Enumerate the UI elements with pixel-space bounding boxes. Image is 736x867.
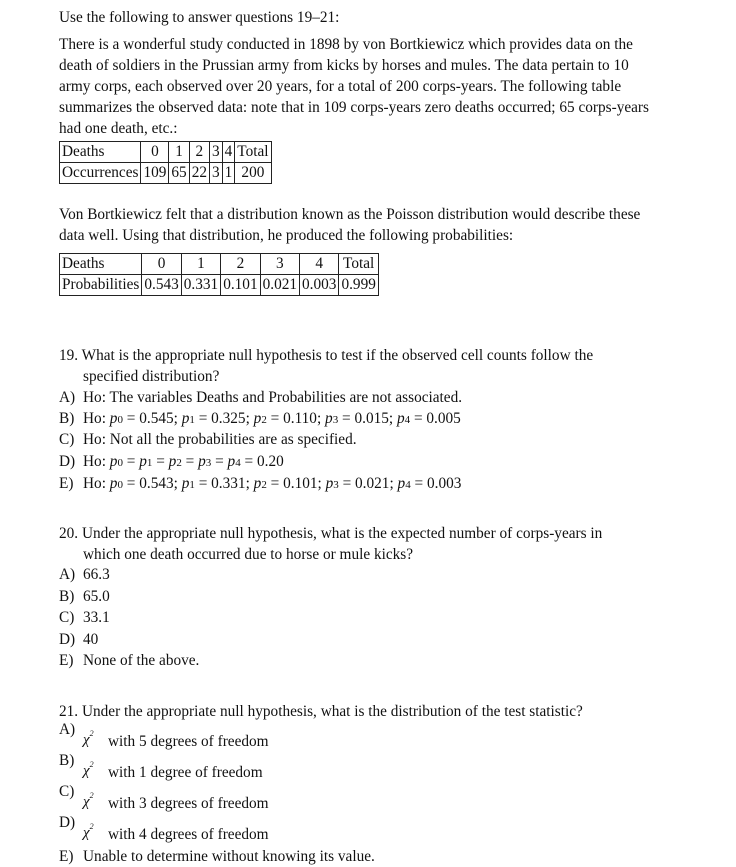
table-cell: Total [235, 142, 271, 163]
p-symbol: p4 [227, 453, 241, 470]
probability-value: 0.325 [211, 410, 246, 427]
p-symbol: p0 [109, 475, 123, 492]
text-line: summarizes the observed data: note that in 109 corps-years zero deaths occurred; 65 corps-years [59, 99, 649, 116]
answer-option[interactable] [59, 651, 199, 671]
question-20: which one death occurred due to horse or mule kicks? [83, 546, 414, 563]
question-21: 21. Under the appropriate null hypothesis, what is the distribution of the test statistic? [59, 703, 583, 720]
table-cell: Deaths [60, 142, 141, 163]
probability-value: 0.005 [426, 410, 461, 427]
table-cell: 0 [141, 142, 169, 163]
text: = [266, 475, 284, 492]
text: ; [245, 475, 254, 492]
superscript: 2 [89, 791, 94, 800]
table-row [60, 163, 272, 184]
answer-option[interactable] [59, 565, 110, 585]
option-prefix: Ho: [83, 453, 110, 470]
option-prefix: Ho: [83, 475, 110, 492]
chi-icon: χ [83, 732, 90, 748]
option-letter: C) [59, 609, 75, 626]
text-line: data well. Using that distribution, he produced the following probabilities: [59, 227, 514, 244]
table-row [60, 142, 272, 163]
p-symbol: p0 [109, 410, 123, 427]
probability-value: 0.003 [426, 475, 462, 492]
text: = [194, 475, 212, 492]
text-line: army corps, each observed over 20 years, for a total of 200 corps-years. The following table [59, 78, 622, 95]
question-20: 20. Under the appropriate null hypothesis, what is the expected number of corps-years in [59, 525, 603, 542]
option-text: 33.1 [83, 609, 110, 626]
option-letter: D) [59, 631, 76, 648]
answer-option[interactable] [59, 608, 110, 628]
table-cell: 3 [260, 254, 299, 275]
p-symbol: p1 [181, 410, 195, 427]
text: ; [245, 410, 254, 427]
table-cell: Probabilities [60, 275, 142, 296]
p-symbol: p2 [253, 410, 267, 427]
text: = [240, 453, 257, 470]
option-letter: A) [59, 566, 76, 583]
probability-value: 0.545 [139, 410, 174, 427]
answer-option[interactable] [59, 452, 284, 473]
table-cell: 4 [222, 142, 235, 163]
table-cell: Deaths [60, 254, 142, 275]
table-cell: 1 [181, 254, 220, 275]
p-symbol: p1 [139, 453, 153, 470]
option-letter[interactable]: B) [59, 752, 75, 769]
table-cell: 200 [235, 163, 271, 184]
table-cell: 2 [221, 254, 260, 275]
text: = [211, 453, 228, 470]
option-text: Ho: The variables Deaths and Probabilities are not associated. [83, 389, 463, 406]
text-line: had one death, etc.: [59, 120, 178, 137]
table-cell: 3 [209, 163, 222, 184]
text: = [266, 410, 284, 427]
table-cell: 0.003 [300, 275, 339, 296]
text: ; [173, 410, 182, 427]
table-cell: 0.543 [142, 275, 181, 296]
probability-value: 0.20 [256, 453, 284, 470]
chi-square-symbol [83, 786, 94, 812]
table-cell: Total [339, 254, 378, 275]
option-letter: E) [59, 848, 74, 865]
table-cell: 1 [169, 142, 189, 163]
option-letter[interactable]: C) [59, 783, 75, 800]
option-letter: E) [59, 475, 74, 492]
table-row [60, 275, 379, 296]
superscript: 2 [89, 760, 94, 769]
option-letter: B) [59, 410, 75, 427]
text: = [152, 453, 169, 470]
table-cell: 4 [300, 254, 339, 275]
table-cell: 0 [142, 254, 181, 275]
question-19: specified distribution? [83, 368, 220, 385]
text-line: There is a wonderful study conducted in 1898 by von Bortkiewicz which provides data on the [59, 36, 633, 53]
answer-option[interactable] [59, 587, 110, 607]
option-text: with 1 degree of freedom [108, 764, 263, 781]
answer-option[interactable] [59, 474, 461, 495]
p-symbol: p0 [109, 453, 123, 470]
chi-icon: χ [83, 825, 90, 841]
option-letter[interactable]: A) [59, 721, 76, 738]
option-text: with 4 degrees of freedom [108, 826, 269, 843]
table-cell: 1 [222, 163, 235, 184]
option-text: 66.3 [83, 566, 110, 583]
answer-option[interactable] [59, 388, 462, 408]
probability-value: 0.015 [354, 410, 389, 427]
p-symbol: p3 [325, 410, 339, 427]
option-text: 65.0 [83, 588, 110, 605]
chi-square-symbol [83, 817, 94, 843]
option-text: Unable to determine without knowing its value. [83, 848, 375, 865]
probability-value: 0.110 [283, 410, 317, 427]
question-19: 19. What is the appropriate null hypothesis to test if the observed cell counts follow the [59, 347, 594, 364]
intro-text: Use the following to answer questions 19–21: [59, 9, 340, 26]
superscript: 2 [89, 822, 94, 831]
table-cell: 2 [189, 142, 209, 163]
probability-value: 0.543 [139, 475, 174, 492]
option-text: 40 [83, 631, 99, 648]
probability-value: 0.101 [283, 475, 318, 492]
superscript: 2 [89, 729, 94, 738]
text: ; [173, 475, 182, 492]
option-text: None of the above. [83, 652, 200, 669]
table-cell: 0.101 [221, 275, 260, 296]
text: ; [389, 475, 398, 492]
chi-icon: χ [83, 794, 90, 810]
text-line: death of soldiers in the Prussian army from kicks by horses and mules. The data pertain to 10 [59, 57, 629, 74]
option-letter: D) [59, 453, 76, 470]
option-letter: E) [59, 652, 74, 669]
text: ; [316, 410, 326, 427]
table-cell: 0.331 [181, 275, 220, 296]
option-letter: A) [59, 389, 76, 406]
answer-option[interactable] [59, 847, 375, 867]
option-letter: B) [59, 588, 75, 605]
p-symbol: p3 [325, 475, 339, 492]
text: = [122, 475, 140, 492]
p-symbol: p4 [397, 475, 411, 492]
p-symbol: p1 [181, 475, 195, 492]
option-letter: C) [59, 431, 75, 448]
option-text: with 3 degrees of freedom [108, 795, 269, 812]
p-symbol: p3 [198, 453, 212, 470]
text: = [338, 475, 356, 492]
answer-option[interactable] [59, 630, 98, 650]
option-text: with 5 degrees of freedom [108, 733, 269, 750]
chi-square-symbol [83, 724, 94, 750]
probability-value: 0.021 [355, 475, 390, 492]
table-row [60, 254, 379, 275]
chi-square-symbol [83, 755, 94, 781]
text: = [181, 453, 199, 470]
table-cell: 22 [189, 163, 209, 184]
table-cell: 0.999 [339, 275, 378, 296]
p-symbol: p2 [168, 453, 182, 470]
text: = [122, 453, 140, 470]
table-cell: 65 [169, 163, 189, 184]
probability-value: 0.331 [211, 475, 246, 492]
text: = [410, 410, 427, 427]
text: = [410, 475, 427, 492]
p-symbol: p4 [396, 410, 411, 427]
table-cell: 109 [141, 163, 169, 184]
option-text: Ho: Not all the probabilities are as specified. [83, 431, 357, 448]
answer-option[interactable] [59, 430, 357, 450]
chi-icon: χ [83, 763, 90, 779]
option-letter[interactable]: D) [59, 814, 76, 831]
table-cell: Occurrences [60, 163, 141, 184]
text: = [338, 410, 355, 427]
text: = [122, 410, 140, 427]
text-line: Von Bortkiewicz felt that a distribution known as the Poisson distribution would describe these [59, 206, 641, 223]
text: ; [388, 410, 397, 427]
answer-option[interactable] [59, 409, 461, 430]
text: ; [317, 475, 326, 492]
option-prefix: Ho: [83, 410, 110, 427]
occurrences-table [59, 141, 272, 184]
p-symbol: p2 [253, 475, 267, 492]
table-cell: 3 [209, 142, 222, 163]
text: = [194, 410, 212, 427]
table-cell: 0.021 [260, 275, 299, 296]
probabilities-table [59, 253, 379, 296]
